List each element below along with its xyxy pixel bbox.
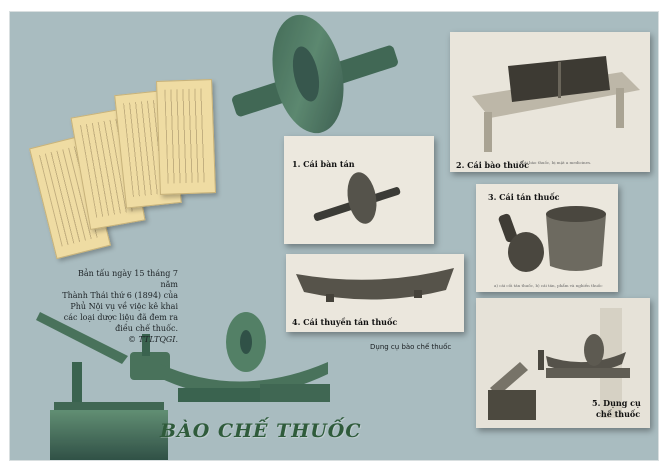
document-page: [156, 79, 216, 195]
archival-documents: [34, 62, 224, 272]
photo-label: chế thuốc: [596, 409, 641, 419]
copyright-credit: © TTLTQGI.: [127, 335, 178, 344]
photo-bao-thuoc: [450, 32, 650, 172]
page-title: BÀO CHẾ THUỐC: [160, 420, 362, 442]
photo-dung-cu-che-thuoc: [476, 298, 650, 428]
caption-line: Bản tấu ngày 15 tháng 7 năm: [77, 269, 178, 289]
caption-line: Thành Thái thứ 6 (1894) của: [62, 291, 178, 300]
photo-label: 5. Dụng cụ: [592, 398, 641, 408]
photo-tan-thuoc: [476, 184, 618, 292]
medicine-plane-icon: [450, 32, 650, 172]
photo-thuyen-tan-thuoc: [286, 254, 464, 332]
caption-line: các loại dược liệu đã đem ra: [63, 313, 178, 322]
photo-label: 3. Cái tán thuốc: [488, 192, 560, 202]
poster: [10, 12, 658, 460]
grinding-wheel-icon: [231, 12, 399, 140]
caption-line: Phủ Nội vụ về việc kê khai: [70, 302, 178, 311]
tools-set-caption: Dụng cụ bào chế thuốc: [370, 343, 452, 351]
archive-caption: [58, 268, 178, 345]
photo-ban-tan: [284, 136, 434, 244]
grinder-wheel-icon: [284, 136, 434, 244]
photo-small-caption: a) cái cối tán thuốc, b) cái tán, phẩm và nghiền thuốc: [494, 283, 603, 288]
caption-line: điều chế thuốc.: [115, 324, 178, 333]
photo-label: 2. Cái bào thuốc: [456, 160, 529, 170]
photo-small-caption: 2. Cái bào thuốc, bị mặt a medicines.: [516, 160, 592, 165]
photo-label: 1. Cái bàn tán: [292, 159, 355, 169]
photo-label: 4. Cái thuyền tán thuốc: [292, 317, 398, 327]
